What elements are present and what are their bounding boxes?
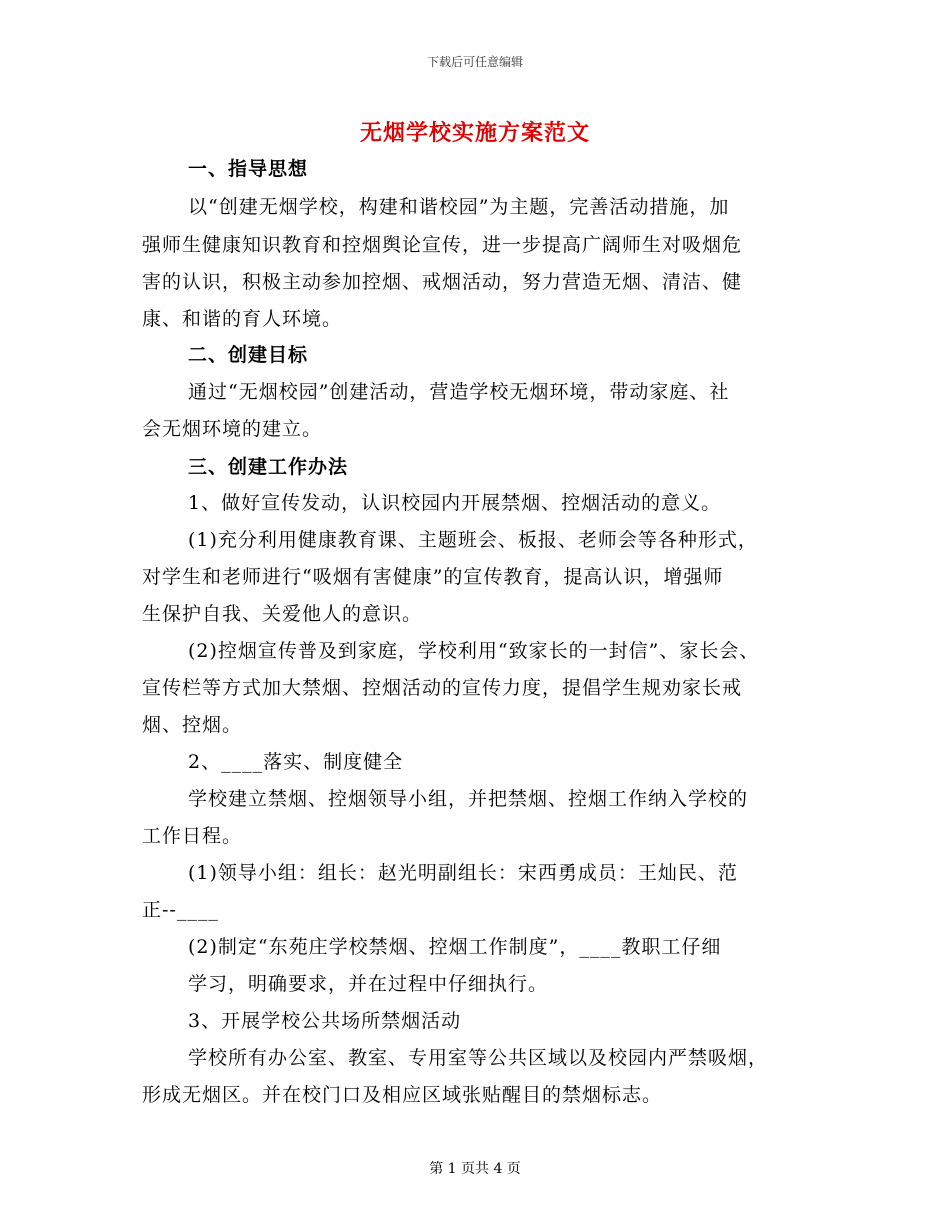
paragraph-line: 以“创建无烟学校，构建和谐校园”为主题，完善活动措施，加: [188, 196, 730, 218]
paragraph-line: 1、做好宣传发动，认识校园内开展禁烟、控烟活动的意义。: [188, 492, 722, 514]
paragraph-line: 对学生和老师进行“吸烟有害健康”的宣传教育，提高认识，增强师: [142, 566, 724, 588]
page-footer: 第 1 页共 4 页: [429, 1161, 521, 1177]
paragraph-line: 烟、控烟。: [142, 714, 243, 736]
paragraph-line: 生保护自我、关爱他人的意识。: [142, 603, 423, 625]
paragraph-line: 害的认识，积极主动参加控烟、戒烟活动，努力营造无烟、清洁、健: [142, 271, 743, 293]
paragraph-line: 康、和谐的育人环境。: [142, 308, 343, 330]
section-heading-1: 一、指导思想: [188, 158, 309, 180]
paragraph-line: 宣传栏等方式加大禁烟、控烟活动的宣传力度，提倡学生规劝家长戒: [142, 677, 743, 699]
paragraph-line: (2)制定“东苑庄学校禁烟、控烟工作制度”，____教职工仔细: [188, 936, 722, 958]
paragraph-line: 强师生健康知识教育和控烟舆论宣传，进一步提高广阔师生对吸烟危: [142, 234, 743, 256]
paragraph-line: (2)控烟宣传普及到家庭，学校利用“致家长的一封信”、家长会、: [188, 640, 760, 662]
header-note: 下载后可任意编辑: [426, 55, 523, 69]
section-heading-2: 二、创建目标: [188, 344, 309, 366]
paragraph-line: 学校建立禁烟、控烟领导小组，并把禁烟、控烟工作纳入学校的: [188, 788, 749, 810]
document-title: 无烟学校实施方案范文: [359, 120, 590, 146]
paragraph-line: (1)领导小组：组长：赵光明副组长：宋西勇成员：王灿民、范: [188, 862, 738, 884]
paragraph-line: 工作日程。: [142, 825, 243, 847]
paragraph-line: 通过“无烟校园”创建活动，营造学校无烟环境，带动家庭、社: [188, 381, 730, 403]
paragraph-line: 正--____: [142, 899, 219, 921]
paragraph-line: 学习，明确要求，并在过程中仔细执行。: [188, 973, 549, 995]
paragraph-line: 学校所有办公室、教室、专用室等公共区域以及校园内严禁吸烟，: [188, 1047, 769, 1069]
paragraph-line: 会无烟环境的建立。: [142, 418, 323, 440]
paragraph-line: 3、开展学校公共场所禁烟活动: [188, 1010, 462, 1032]
paragraph-line: (1)充分利用健康教育课、主题班会、板报、老师会等各种形式，: [188, 529, 758, 551]
paragraph-line: 形成无烟区。并在校门口及相应区域张贴醒目的禁烟标志。: [142, 1084, 663, 1106]
paragraph-line: 2、____落实、制度健全: [188, 751, 404, 773]
section-heading-3: 三、创建工作办法: [188, 456, 349, 478]
